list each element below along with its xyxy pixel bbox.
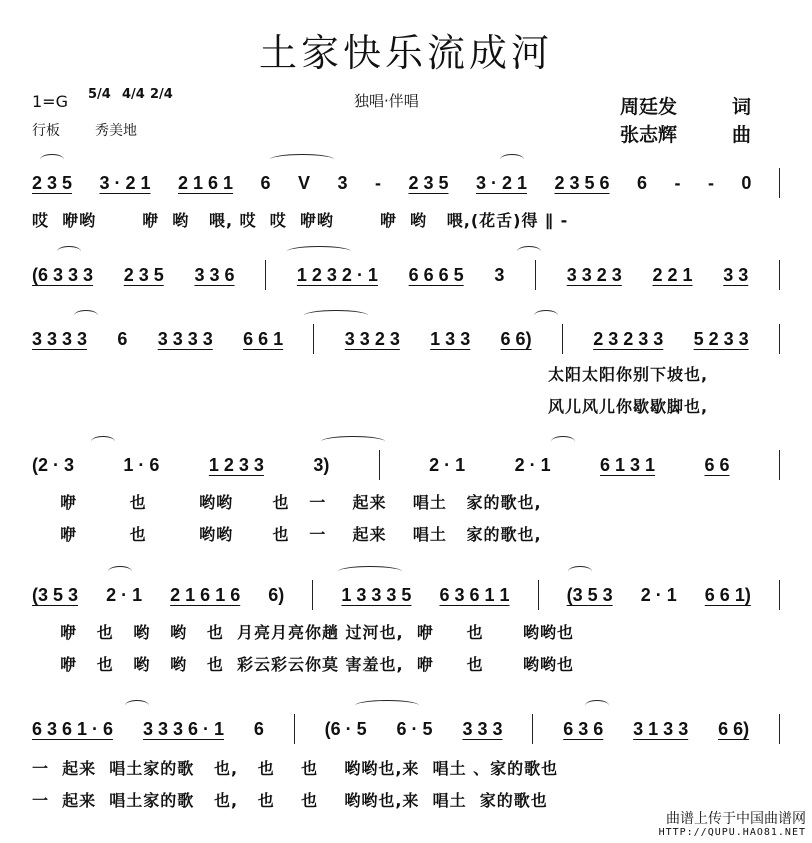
note-group: 3 [337, 172, 348, 193]
notation-line [32, 170, 780, 196]
slur-mark [91, 436, 115, 447]
barline [379, 450, 380, 480]
slur-mark [125, 700, 149, 711]
lyric-line: 风儿风儿你歇歇脚也, [548, 397, 709, 416]
slur-mark [551, 436, 575, 447]
barline [779, 168, 780, 198]
barline [562, 324, 563, 354]
slur-mark [517, 246, 541, 257]
key-signature: 1=G [32, 92, 68, 111]
composer: 张志辉 [620, 124, 678, 146]
note-group: 6 6 [704, 454, 730, 475]
lyric-line: 一 起来 唱土家的歌 也, 也 也 哟哟也,来 唱土 、家的歌也 [32, 759, 559, 778]
note-group: (3 5 3 [566, 584, 613, 605]
note-group: 2 3 2 3 3 [593, 328, 664, 349]
lyric-line: 哎 咿哟 咿 哟 喂, 哎 哎 咿哟 咿 哟 喂,(花舌)得 ∥ - [32, 211, 569, 230]
note-group: 6 3 6 1 · 6 [32, 718, 114, 739]
lyric-line: 一 起来 唱土家的歌 也, 也 也 哟哟也,来 唱土 家的歌也 [32, 791, 548, 810]
barline [313, 324, 314, 354]
slur-mark [108, 566, 132, 577]
note-group: 3 3 3 3 [32, 328, 88, 349]
note-group: 3 3 3 [462, 718, 503, 739]
note-group: (6 · 5 [324, 718, 367, 739]
note-group: 6 [260, 172, 271, 193]
note-group: 6 6) [500, 328, 532, 349]
note-group: 2 1 6 1 6 [170, 584, 241, 605]
notation-line [32, 716, 780, 742]
slur-mark [57, 246, 81, 257]
notation-line [32, 262, 780, 288]
note-group: (6 3 3 3 [32, 264, 94, 285]
slur-mark [355, 700, 419, 711]
note-group: 3 3 6 [194, 264, 235, 285]
barline [265, 260, 266, 290]
note-group: 2 2 1 [652, 264, 693, 285]
note-group: 6 6) [718, 718, 750, 739]
slur-mark [304, 310, 368, 321]
source-watermark: 曲谱上传于中国曲谱网 [666, 811, 806, 827]
slur-mark [338, 566, 402, 577]
slur-mark [40, 154, 64, 165]
note-group: - [707, 172, 714, 193]
notation-line [32, 452, 780, 478]
note-group: (3 5 3 [32, 584, 79, 605]
barline [779, 450, 780, 480]
barline [294, 714, 295, 744]
song-title: 土家快乐流成河 [258, 31, 553, 75]
lyricist: 周廷发 [620, 96, 678, 118]
time-signature-1: 5/4 [88, 87, 111, 102]
barline [779, 714, 780, 744]
lyric-line: 咿 也 哟哟 也 一 起来 唱土 家的歌也, [60, 525, 542, 544]
note-group: 3) [313, 454, 330, 475]
note-group: 2 · 1 [514, 454, 551, 475]
barline [535, 260, 536, 290]
time-signature-3: 2/4 [150, 87, 173, 102]
note-group: V [298, 172, 311, 193]
note-group: 1 2 3 2 · 1 [296, 264, 378, 285]
barline [779, 580, 780, 610]
lyricist-role: 词 [732, 96, 752, 118]
lyric-line: 咿 也 哟哟 也 一 起来 唱土 家的歌也, [60, 493, 542, 512]
note-group: 6) [268, 584, 285, 605]
note-group: 3 3 3 6 · 1 [142, 718, 224, 739]
note-group: 2 · 1 [640, 584, 677, 605]
note-group: 2 3 5 6 [554, 172, 610, 193]
note-group: 5 2 3 3 [693, 328, 749, 349]
expression-marking: 秀美地 [95, 123, 137, 139]
note-group: 6 6 1 [243, 328, 284, 349]
notation-line [32, 326, 780, 352]
note-group: 2 · 1 [429, 454, 466, 475]
slur-mark [568, 566, 592, 577]
note-group: 6 [117, 328, 128, 349]
note-group: 1 3 3 3 5 [341, 584, 412, 605]
note-group: 6 6 1) [704, 584, 751, 605]
note-group: 2 1 6 1 [178, 172, 234, 193]
note-group: 6 1 3 1 [600, 454, 656, 475]
source-url: HTTP://QUPU.HAO81.NET [658, 827, 806, 838]
slur-mark [321, 436, 385, 447]
note-group: 2 3 5 [32, 172, 73, 193]
lyric-line: 咿 也 哟 哟 也 彩云彩云你莫 害羞也, 咿 也 哟哟也 [60, 655, 575, 674]
note-group: 3 3 2 3 [566, 264, 622, 285]
notation-line [32, 582, 780, 608]
note-group: 6 · 5 [396, 718, 433, 739]
slur-mark [287, 246, 351, 257]
note-group: - [374, 172, 381, 193]
note-group: 1 3 3 [430, 328, 471, 349]
note-group: 6 [636, 172, 647, 193]
note-group: 3 · 2 1 [99, 172, 151, 193]
lyric-line: 太阳太阳你别下坡也, [548, 365, 709, 384]
composer-role: 曲 [732, 124, 752, 146]
note-group: 6 [253, 718, 264, 739]
barline [779, 324, 780, 354]
note-group: 1 · 6 [123, 454, 160, 475]
note-group: 0 [741, 172, 752, 193]
note-group: 6 6 6 5 [408, 264, 464, 285]
slur-mark [270, 154, 334, 165]
note-group: 2 3 5 [408, 172, 449, 193]
tempo-marking: 行板 [32, 123, 60, 139]
slur-mark [585, 700, 609, 711]
barline [779, 260, 780, 290]
note-group: 6 3 6 1 1 [439, 584, 510, 605]
slur-mark [74, 310, 98, 321]
barline [538, 580, 539, 610]
note-group: 3 1 3 3 [633, 718, 689, 739]
note-group: 3 3 2 3 [344, 328, 400, 349]
note-group: 3 · 2 1 [475, 172, 527, 193]
note-group: 3 3 3 3 [157, 328, 213, 349]
performance-type: 独唱·伴唱 [354, 92, 419, 110]
note-group: 6 3 6 [563, 718, 604, 739]
note-group: 3 [494, 264, 505, 285]
slur-mark [534, 310, 558, 321]
slur-mark [500, 154, 524, 165]
lyric-line: 咿 也 哟 哟 也 月亮月亮你趟 过河也, 咿 也 哟哟也 [60, 623, 575, 642]
note-group: 1 2 3 3 [208, 454, 264, 475]
barline [312, 580, 313, 610]
barline [532, 714, 533, 744]
note-group: 3 3 [723, 264, 749, 285]
note-group: 2 · 1 [106, 584, 143, 605]
note-group: - [674, 172, 681, 193]
note-group: (2 · 3 [32, 454, 75, 475]
note-group: 2 3 5 [123, 264, 164, 285]
time-signature-2: 4/4 [122, 87, 145, 102]
